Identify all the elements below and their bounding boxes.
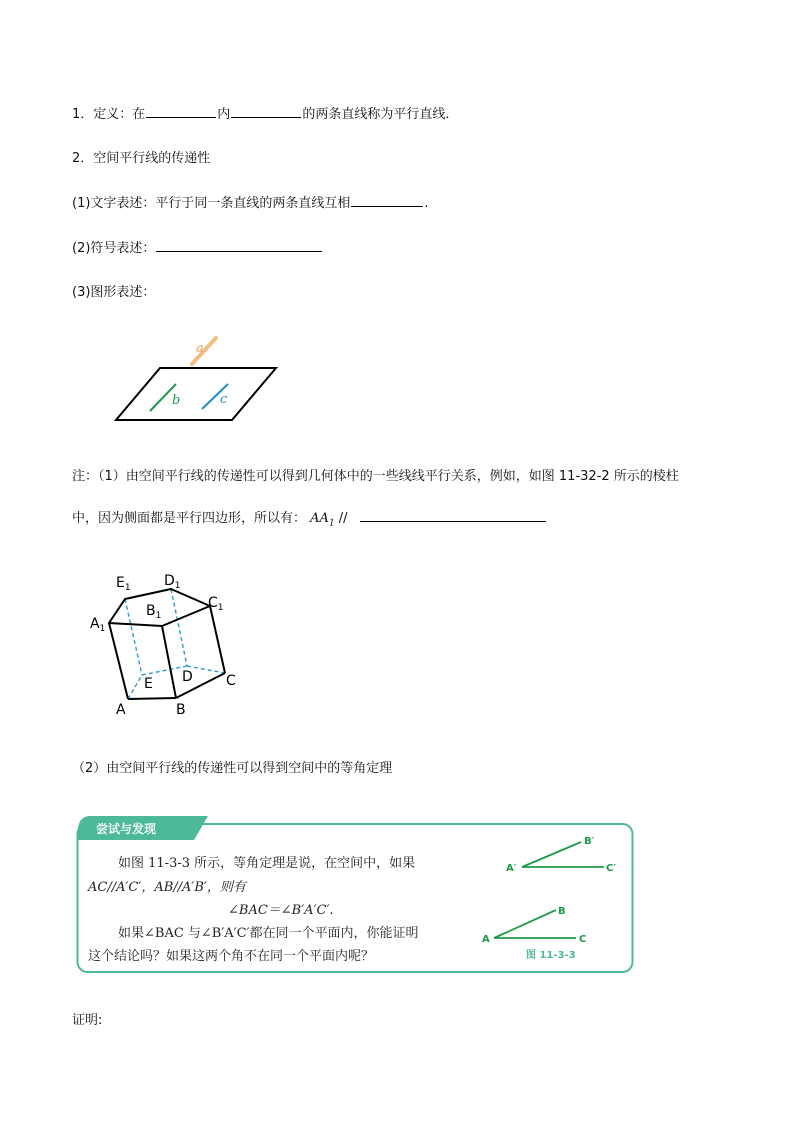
- definition-text-2: 内: [217, 107, 231, 122]
- edge-a: [109, 623, 128, 699]
- label-e1: $E_1$: [116, 575, 131, 593]
- definition-text-3: 的两条直线称为平行直线．: [302, 107, 459, 122]
- blank-1[interactable]: [146, 104, 216, 118]
- label-b-lower: B: [558, 906, 566, 917]
- transitivity-heading: 2．空间平行线的传递性: [72, 151, 211, 166]
- label-c-prime: C′: [606, 863, 616, 874]
- note-1-line-1: 注：（1）由空间平行线的传递性可以得到几何体中的一些线线平行关系，例如，如图 11-32-2 所示的棱柱: [72, 469, 679, 484]
- label-c: c: [220, 392, 228, 407]
- hidden-edge-e: [125, 599, 142, 675]
- box-line-5: 这个结论吗？如果这两个角不在同一个平面内呢？: [88, 949, 375, 964]
- label-b: B: [176, 702, 186, 718]
- box-title: 尝试与发现: [96, 822, 157, 836]
- plane-parallelogram: [116, 368, 276, 420]
- label-b-prime: B′: [584, 836, 595, 847]
- prism-figure: [80, 565, 260, 725]
- definition-text-1: 定义：在: [93, 107, 146, 122]
- period: .: [424, 196, 429, 211]
- box-line-2: AC//A′C′，AB//A′B′，则有: [88, 880, 246, 895]
- note-1-line-2: [72, 508, 547, 533]
- note-1-text: 中，因为侧面都是平行四边形，所以有：: [72, 511, 307, 526]
- math-aa: AA: [310, 511, 329, 526]
- edge-ab: [128, 698, 176, 699]
- symbol-statement-line: [72, 238, 323, 258]
- label-c: C: [226, 673, 236, 689]
- figure-caption: 图 11-3-3: [526, 950, 576, 961]
- note-2-line: （2）由空间平行线的传递性可以得到空间中的等角定理: [72, 761, 393, 776]
- blank-4[interactable]: [156, 238, 322, 252]
- hidden-edge-d: [171, 589, 187, 666]
- hidden-edge-ed: [142, 666, 187, 675]
- label-a-prime: A′: [506, 863, 517, 874]
- label-d: D: [182, 669, 193, 685]
- proof-label: 证明:: [72, 1013, 103, 1028]
- symbol-statement: (2)符号表述：: [72, 241, 156, 256]
- edge-c: [210, 606, 225, 673]
- label-a: a: [196, 341, 204, 356]
- hidden-edge-ae: [128, 675, 142, 699]
- item-number: 1．: [72, 107, 94, 122]
- box-line-1: 如图 11-3-3 所示，等角定理是说，在空间中，如果: [118, 856, 416, 871]
- label-b1: $B_1$: [146, 603, 162, 621]
- blank-2[interactable]: [231, 104, 301, 118]
- definition-line: [72, 104, 458, 124]
- label-c-lower: C: [579, 934, 587, 945]
- blank-5[interactable]: [360, 508, 546, 522]
- label-e: E: [144, 676, 153, 692]
- edge-b: [162, 626, 176, 698]
- parallel-symbol: //: [334, 511, 348, 526]
- math-subscript: 1: [328, 518, 335, 529]
- blank-3[interactable]: [351, 193, 423, 207]
- label-a-lower: A: [482, 934, 490, 945]
- label-b: b: [172, 393, 181, 408]
- figure-statement-line: (3)图形表述：: [72, 285, 156, 300]
- text-statement: (1)文字表述：平行于同一条直线的两条直线互相: [72, 196, 351, 211]
- label-c1: $C_1$: [208, 595, 224, 613]
- label-a: A: [116, 702, 126, 718]
- box-line-3: ∠BAC＝∠B′A′C′.: [228, 903, 334, 918]
- box-line-4: 如果∠BAC 与∠B′A′C′都在同一个平面内，你能证明: [118, 926, 419, 941]
- label-d1: $D_1$: [164, 573, 181, 591]
- parallel-lines-figure: [110, 330, 300, 440]
- label-a1: $A_1$: [90, 616, 106, 634]
- text-statement-line: [72, 193, 429, 213]
